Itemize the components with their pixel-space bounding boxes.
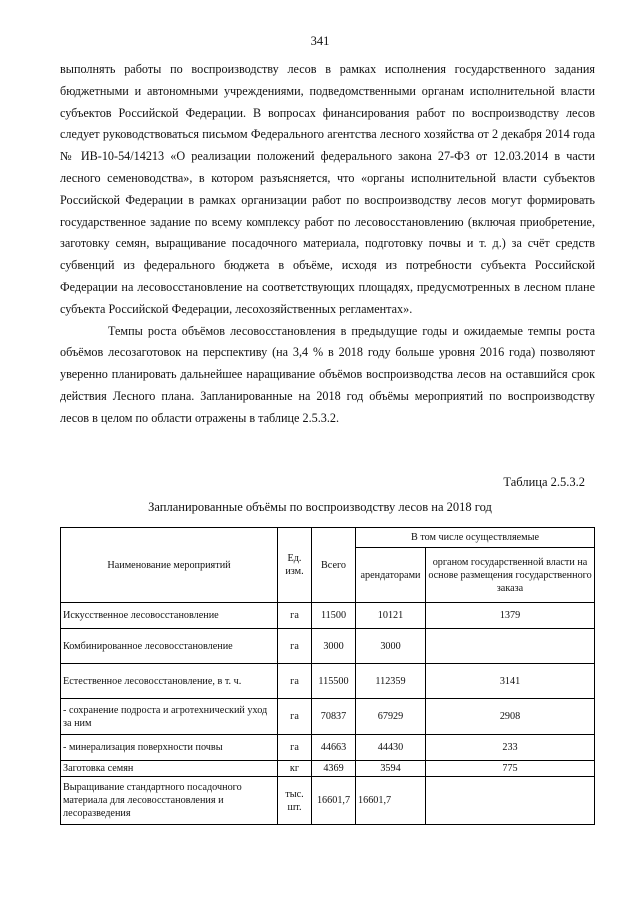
table-row: [61, 735, 595, 761]
paragraph: Темпы роста объёмов лесовосстановления в предыдущие годы и ожидаемые темпы роста объёмов лесозаготовок на перспективу (на 3,4 % в 2018 году больше уровня 2016 года) позволяют уверенно планировать дальнейшее наращивание объёмов воспроизводства лесов на оставшийся срок действия Лесного плана. Запланированные на 2018 год объёмы мероприятий по воспроизводству лесов в целом по области отражены в таблице 2.5.3.2.: [60, 323, 595, 425]
page-number: 341: [310, 34, 330, 48]
cell-unit: га: [278, 664, 312, 699]
cell-unit: га: [278, 629, 312, 664]
cell-lessees: 16601,7: [356, 777, 426, 825]
table-header-row: [61, 528, 595, 548]
cell-name: Заготовка семян: [61, 761, 278, 777]
body-text: [60, 59, 595, 430]
table-row: [61, 777, 595, 825]
table-row: [61, 603, 595, 629]
volumes-table: [60, 527, 595, 825]
cell-lessees: 44430: [356, 735, 426, 761]
cell-name: Выращивание стандартного посадочного материала для лесовосстановления и лесоразведения: [61, 777, 278, 825]
cell-authority: [426, 777, 595, 825]
header-lessees: арендаторами: [356, 548, 426, 603]
cell-name: - минерализация поверхности почвы: [61, 735, 278, 761]
cell-total: 4369: [312, 761, 356, 777]
cell-authority: 3141: [426, 664, 595, 699]
cell-name: Естественное лесовосстановление, в т. ч.: [61, 664, 278, 699]
cell-total: 70837: [312, 699, 356, 735]
table-row: [61, 699, 595, 735]
table-row: [61, 664, 595, 699]
cell-total: 11500: [312, 603, 356, 629]
cell-unit: тыс. шт.: [278, 777, 312, 825]
cell-name: - сохранение подроста и агротехнический уход за ним: [61, 699, 278, 735]
table-row: [61, 629, 595, 664]
cell-name: Искусственное лесовосстановление: [61, 603, 278, 629]
table-row: [61, 761, 595, 777]
cell-lessees: 112359: [356, 664, 426, 699]
cell-total: 3000: [312, 629, 356, 664]
cell-unit: га: [278, 735, 312, 761]
cell-unit: га: [278, 603, 312, 629]
cell-unit: кг: [278, 761, 312, 777]
paragraph: выполнять работы по воспроизводству лесов в рамках исполнения государственного задания бюджетными и автономными учреждениями, подведомственными органам исполнительной власти субъектов Российской Федерации. В вопросах финансирования работ по воспроизводству лесов следует руководствоваться письмом Федерального агентства лесного хозяйства от 2 декабря 2014 года № ИВ-10-54/14213 «О реализации положений федерального закона 27-ФЗ от 12.03.2014 в части лесного семеноводства», в котором разъясняется, что «органы исполнительной власти субъектов Российской Федерации в рамках организации работ по воспроизводству лесов могут формировать государственное задание по всему комплексу работ по лесовосстановлению (включая приобретение, заготовку семян, выращивание посадочного материала, подготовку почвы и т. д.) за счёт средств субвенций из федерального бюджета в объёме, исходя из потребности субъекта Российской Федерации на лесовосстановление на соответствующих площадях, предусмотренных в лесном плане субъекта Российской Федерации, лесохозяйственных регламентах».: [60, 62, 595, 316]
header-authority: органом государственной власти на основе размещения государственного заказа: [426, 548, 595, 603]
header-name: Наименование мероприятий: [61, 528, 278, 603]
cell-total: 115500: [312, 664, 356, 699]
cell-authority: 1379: [426, 603, 595, 629]
cell-authority: 775: [426, 761, 595, 777]
cell-total: 16601,7: [312, 777, 356, 825]
cell-total: 44663: [312, 735, 356, 761]
cell-name: Комбинированное лесовосстановление: [61, 629, 278, 664]
header-total: Всего: [312, 528, 356, 603]
cell-lessees: 3594: [356, 761, 426, 777]
cell-authority: 2908: [426, 699, 595, 735]
header-unit: Ед. изм.: [278, 528, 312, 603]
cell-lessees: 3000: [356, 629, 426, 664]
cell-lessees: 67929: [356, 699, 426, 735]
table-title: Запланированные объёмы по воспроизводству лесов на 2018 год: [148, 500, 492, 514]
header-group: В том числе осуществляемые: [356, 528, 595, 548]
cell-lessees: 10121: [356, 603, 426, 629]
cell-authority: 233: [426, 735, 595, 761]
cell-authority: [426, 629, 595, 664]
table-label: Таблица 2.5.3.2: [503, 475, 585, 489]
cell-unit: га: [278, 699, 312, 735]
